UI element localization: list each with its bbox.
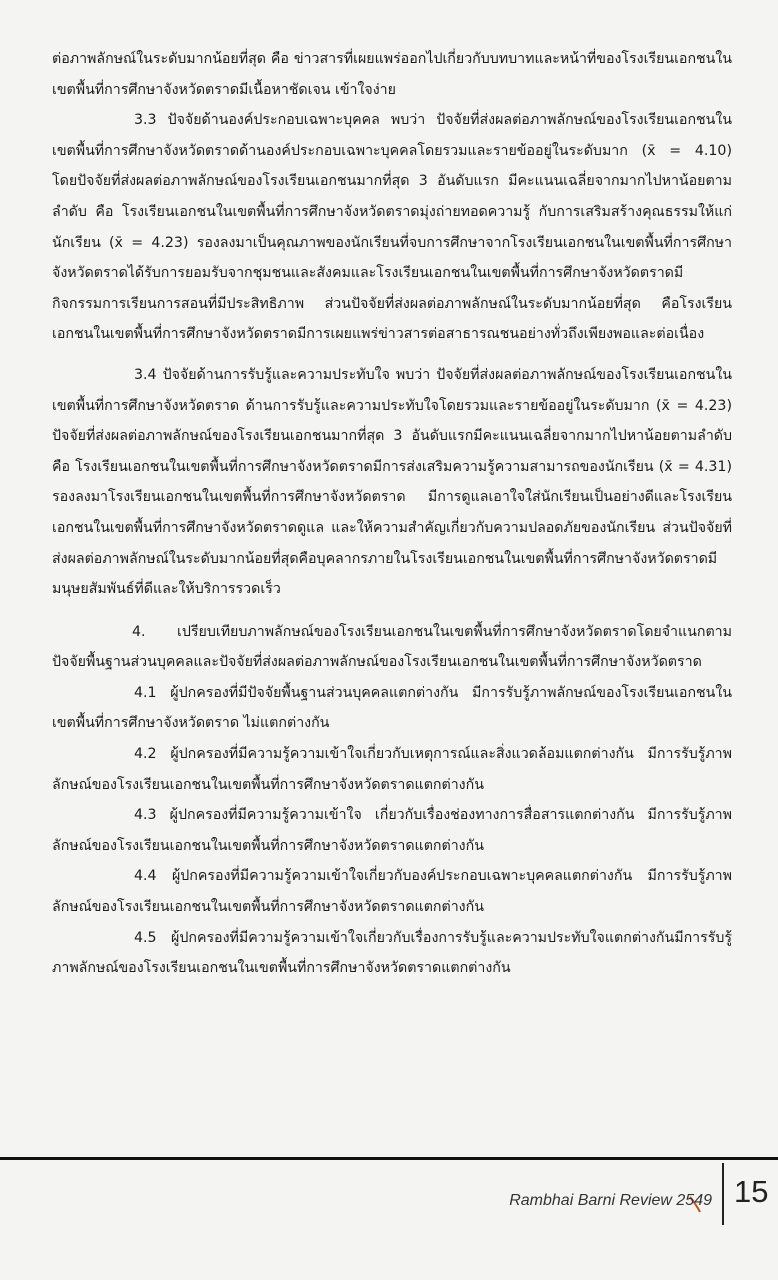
- paragraph-3-3: 3.3 ปัจจัยด้านองค์ประกอบเฉพาะบุคคล พบว่า ปัจจัยที่ส่งผลต่อภาพลักษณ์ของโรงเรียนเอกชนในเขตพื้นที่การศึกษาจังหวัดตราดด้านองค์ประกอบเฉพาะบุคคลโดยรวมและรายข้ออยู่ในระดับมาก (x̄ = 4.10) โดยปัจจัยที่ส่งผลต่อภาพลักษณ์ของโรงเรียนเอกชนมากที่สุด 3 อันดับแรก มีคะแนนเฉลี่ยจากมากไปหาน้อยตามลำดับ คือ โรงเรียนเอกชนในเขตพื้นที่การศึกษาจังหวัดตราดมุ่งถ่ายทอดความรู้ กับการเสริมสร้างคุณธรรมให้แก่นักเรียน (x̄ = 4.23) รองลงมาเป็นคุณภาพของนักเรียนที่จบการศึกษาจากโรงเรียนเอกชนในเขตพื้นที่การศึกษาจังหวัดตราดได้รับการยอมรับจากชุมชนและสังคมและโรงเรียนเอกชนในเขตพื้นที่การศึกษาจังหวัดตราดมีกิจกรรมการเรียนการสอนที่มีประสิทธิภาพ ส่วนปัจจัยที่ส่งผลต่อภาพลักษณ์ในระดับมากน้อยที่สุด คือโรงเรียนเอกชนในเขตพื้นที่การศึกษาจังหวัดตราดมีการเผยแพร่ข่าวสารต่อสาธารณชนอย่างทั่วถึงเพียงพอและต่อเนื่อง: [52, 112, 732, 343]
- paragraph-4-3: 4.3 ผู้ปกครองที่มีความรู้ความเข้าใจ เกี่ยวกับเรื่องช่องทางการสื่อสารแตกต่างกัน มีการรับรู้ภาพลักษณ์ของโรงเรียนเอกชนในเขตพื้นที่การศึกษาจังหวัดตราดแตกต่างกัน: [52, 807, 732, 854]
- journal-name: Rambhai Barni Review 2549: [509, 1192, 712, 1209]
- paragraph-continuation: ต่อภาพลักษณ์ในระดับมากน้อยที่สุด คือ ข่าวสารที่เผยแพร่ออกไปเกี่ยวกับบทบาทและหน้าที่ของโรงเรียนเอกชนในเขตพื้นที่การศึกษาจังหวัดตราดมีเนื้อหาชัดเจน เข้าใจง่าย: [52, 51, 732, 98]
- paragraph-4: 4. เปรียบเทียบภาพลักษณ์ของโรงเรียนเอกชนในเขตพื้นที่การศึกษาจังหวัดตราดโดยจำแนกตามปัจจัยพื้นฐานส่วนบุคคลและปัจจัยที่ส่งผลต่อภาพลักษณ์ของโรงเรียนเอกชนในเขตพื้นที่การศึกษาจังหวัดตราด: [52, 623, 732, 671]
- paragraph-4-1: 4.1 ผู้ปกครองที่มีปัจจัยพื้นฐานส่วนบุคคลแตกต่างกัน มีการรับรู้ภาพลักษณ์ของโรงเรียนเอกชนในเขตพื้นที่การศึกษาจังหวัดตราด ไม่แตกต่างกัน: [52, 684, 732, 732]
- paragraph-4-4: 4.4 ผู้ปกครองที่มีความรู้ความเข้าใจเกี่ยวกับองค์ประกอบเฉพาะบุคคลแตกต่างกัน มีการรับรู้ภาพลักษณ์ของโรงเรียนเอกชนในเขตพื้นที่การศึกษาจังหวัดตราดแตกต่างกัน: [52, 868, 732, 916]
- footer-divider: [722, 1163, 724, 1225]
- page-number: 15: [734, 1174, 769, 1209]
- paragraph-4-5: 4.5 ผู้ปกครองที่มีความรู้ความเข้าใจเกี่ยวกับเรื่องการรับรู้และความประทับใจแตกต่างกันมีการรับรู้ภาพลักษณ์ของโรงเรียนเอกชนในเขตพื้นที่การศึกษาจังหวัดตราดแตกต่างกัน: [52, 929, 732, 977]
- footer-rule: [0, 1157, 778, 1160]
- paragraph-3-4: 3.4 ปัจจัยด้านการรับรู้และความประทับใจ พบว่า ปัจจัยที่ส่งผลต่อภาพลักษณ์ของโรงเรียนเอกชนในเขตพื้นที่การศึกษาจังหวัดตราด ด้านการรับรู้และความประทับใจโดยรวมและรายข้ออยู่ในระดับมาก (x̄ = 4.23) ปัจจัยที่ส่งผลต่อภาพลักษณ์ของโรงเรียนเอกชนมากที่สุด 3 อันดับแรกมีคะแนนเฉลี่ยจากมากไปหาน้อยตามลำดับ คือ โรงเรียนเอกชนในเขตพื้นที่การศึกษาจังหวัดตราดมีการส่งเสริมความรู้ความสามารถของนักเรียน (x̄ = 4.31) รองลงมาโรงเรียนเอกชนในเขตพื้นที่การศึกษาจังหวัดตราด มีการดูแลเอาใจใส่นักเรียนเป็นอย่างดีและโรงเรียนเอกชนในเขตพื้นที่การศึกษาจังหวัดตราดดูแล และให้ความสำคัญเกี่ยวกับความปลอดภัยของนักเรียน ส่วนปัจจัยที่ส่งผลต่อภาพลักษณ์ในระดับมากน้อยที่สุดคือบุคลากรภายในโรงเรียนเอกชนในเขตพื้นที่การศึกษาจังหวัดตราดมีมนุษยสัมพันธ์ที่ดีและให้บริการรวดเร็ว: [52, 366, 732, 598]
- body-text: [52, 44, 732, 984]
- paragraph-4-2: 4.2 ผู้ปกครองที่มีความรู้ความเข้าใจเกี่ยวกับเหตุการณ์และสิ่งแวดล้อมแตกต่างกัน มีการรับรู้ภาพลักษณ์ของโรงเรียนเอกชนในเขตพื้นที่การศึกษาจังหวัดตราดแตกต่างกัน: [52, 746, 732, 793]
